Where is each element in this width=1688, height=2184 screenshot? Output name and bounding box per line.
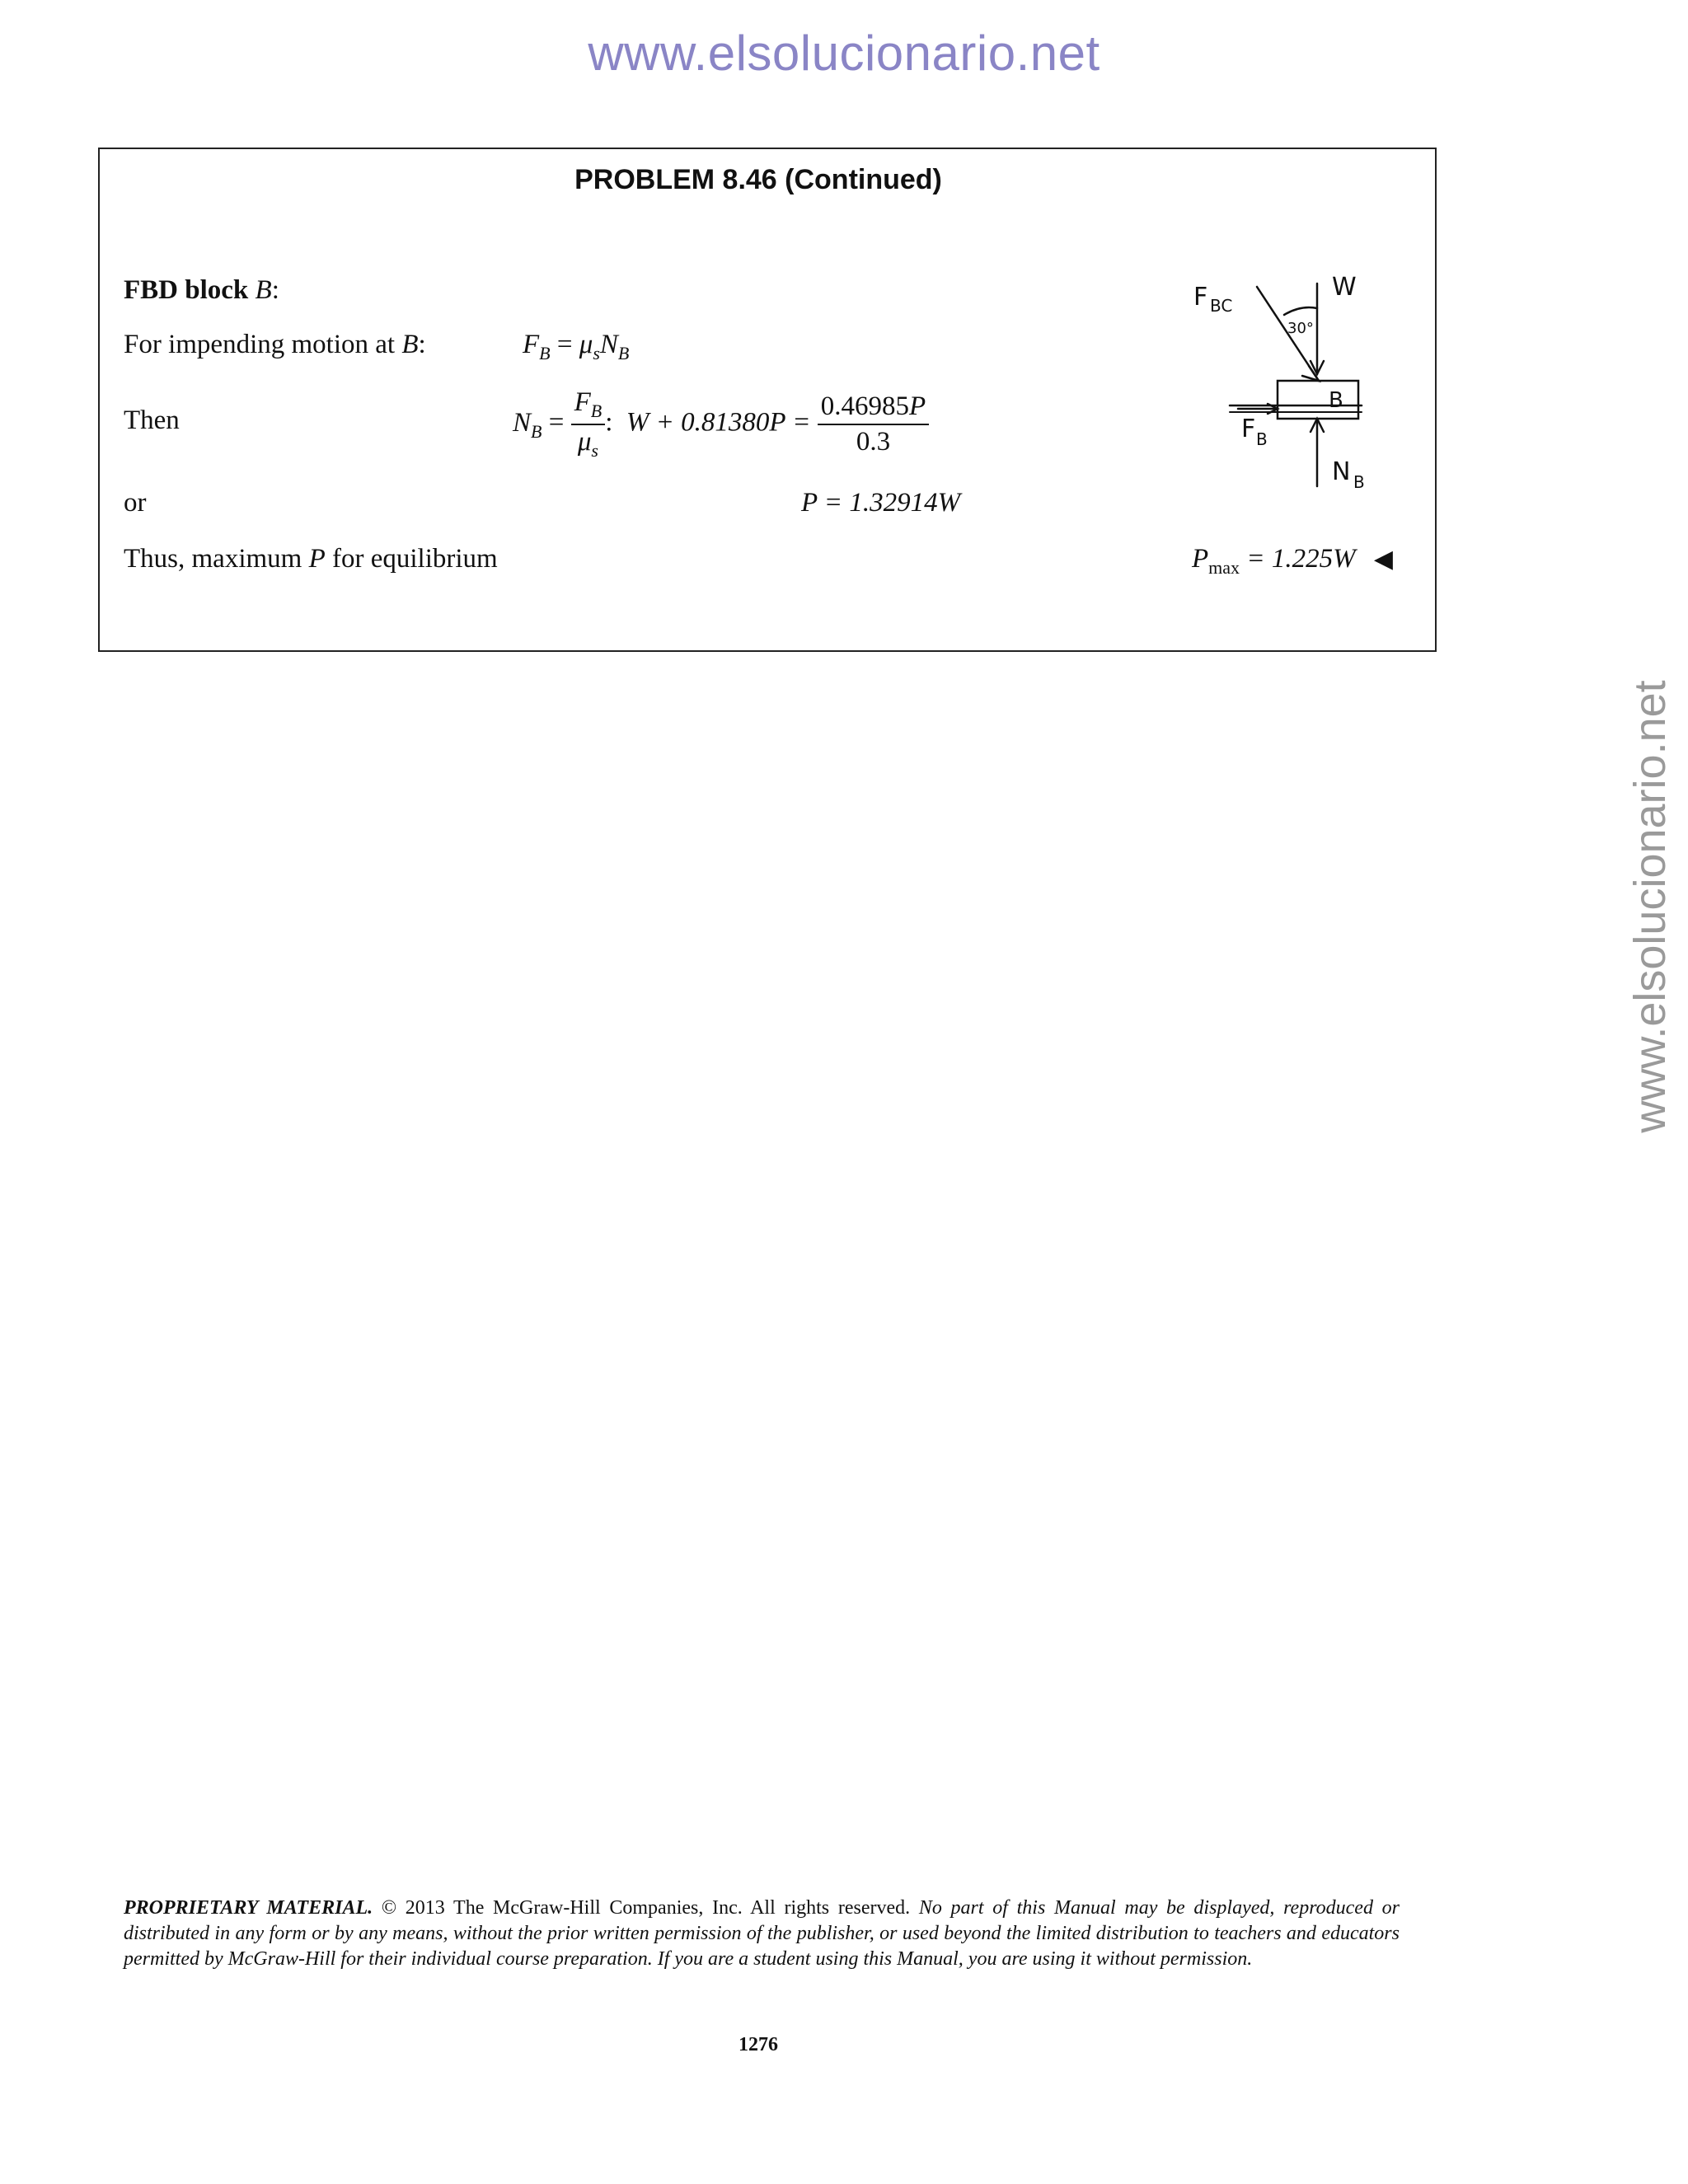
- label-fbc: F: [1193, 283, 1208, 312]
- block-b: [1278, 381, 1358, 419]
- result-sub: max: [1208, 557, 1240, 578]
- line1-label-text: For impending motion at: [124, 330, 402, 359]
- line4-label: [124, 544, 498, 574]
- line3-label: or: [124, 488, 147, 518]
- line2-equation: $N_B$ = $\frac{F_B}{\mu_s}$ : W + 0.81380P = $\frac{0.46985P}{0.3}$: [513, 387, 929, 462]
- line2-denominator: 0.3: [856, 427, 891, 457]
- line4-label-pre: Thus, maximum: [124, 544, 309, 574]
- line1-label-colon: :: [418, 330, 426, 359]
- line2-mid: W + 0.81380P =: [626, 407, 811, 438]
- result-pmax: $P_{max} = 1.225W$ ◀: [1192, 544, 1393, 578]
- fbd-heading-text: FBD block: [124, 275, 249, 305]
- line4-label-post: for equilibrium: [325, 544, 498, 574]
- problem-title: PROBLEM 8.46 (Continued): [574, 164, 942, 195]
- footer-italic: No part of this Manual may be displayed, reproduced or distributed in any form or by any means, without the prior written permission of the publisher, or used beyond the limited distribution to teachers and educators permitted by McGraw-Hill for their individual course preparation. If you are a student using this Manual, you are using it without permission.: [124, 1897, 1400, 1970]
- label-block: B: [1329, 388, 1343, 413]
- angle-arc: [1284, 307, 1317, 315]
- label-fbc-sub: BC: [1210, 296, 1233, 316]
- label-w: W: [1332, 273, 1357, 302]
- label-angle: 30°: [1287, 320, 1314, 337]
- watermark-top: www.elsolucionario.net: [588, 26, 1100, 81]
- page-number: 1276: [738, 2034, 778, 2055]
- line1-label: [124, 330, 426, 360]
- footer-bold: PROPRIETARY MATERIAL.: [124, 1897, 373, 1919]
- line1-equation: $F_B = \mu_sN_B$: [523, 330, 630, 363]
- result-value: = 1.225W: [1246, 544, 1356, 574]
- fbd-heading-colon: :: [271, 275, 279, 305]
- fbd-heading: [124, 275, 279, 306]
- answer-marker-icon: ◀: [1373, 546, 1393, 573]
- line4-label-var: P: [308, 544, 326, 574]
- label-fb-sub: B: [1256, 429, 1268, 449]
- fraction-fb-mus: $\frac{F_B}{\mu_s}$: [571, 387, 606, 462]
- line1-label-var: B: [401, 330, 419, 359]
- line2-label: Then: [124, 405, 180, 435]
- watermark-side: www.elsolucionario.net: [1625, 680, 1675, 1133]
- line2-numerator: 0.46985: [820, 391, 909, 421]
- label-fb: F: [1241, 415, 1256, 443]
- fraction-p-03: $\frac{0.46985P}{0.3}$: [818, 391, 929, 457]
- fbd-heading-var: B: [255, 275, 272, 305]
- label-nb: N: [1332, 457, 1351, 486]
- fbd-diagram: [1187, 272, 1401, 503]
- label-nb-sub: B: [1353, 472, 1365, 492]
- footer-normal: © 2013 The McGraw-Hill Companies, Inc. All rights reserved.: [373, 1897, 919, 1919]
- copyright-footer: [124, 1896, 1400, 1972]
- line3-equation: P = 1.32914W: [801, 488, 961, 518]
